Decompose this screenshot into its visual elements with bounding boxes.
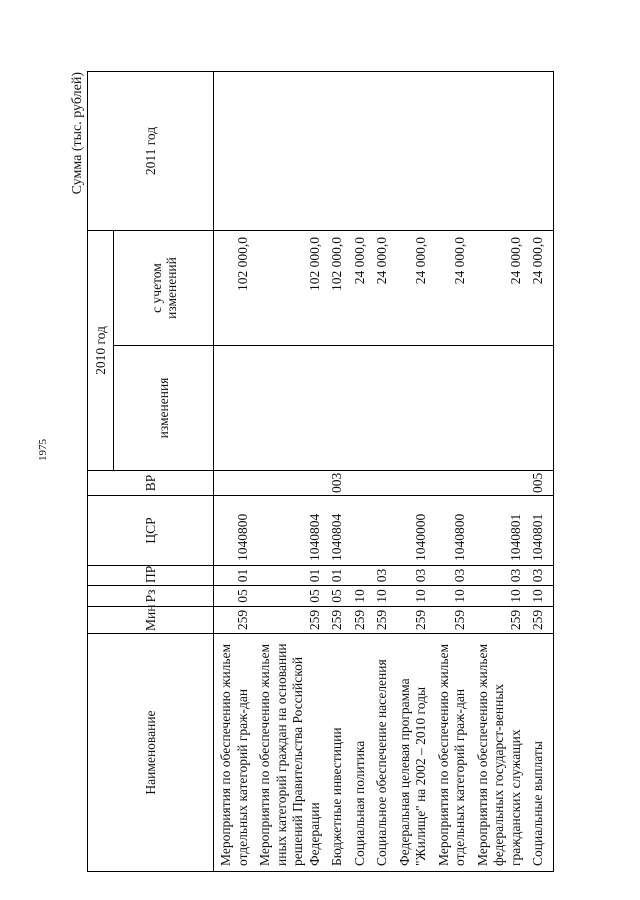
row-name: Мероприятия по обеспечению жильем федеральных государст-венных гражданских служащих	[475, 634, 531, 872]
table-header	[88, 72, 214, 872]
row-vr	[257, 471, 329, 496]
row-changes	[436, 346, 475, 471]
row-2011	[214, 72, 258, 231]
row-pr: 03	[374, 566, 397, 586]
row-rz: 10	[530, 586, 553, 607]
row-rz: 10	[352, 586, 375, 607]
header-pr: ПР	[88, 566, 214, 586]
row-with-changes: 102 000,0	[257, 231, 329, 346]
row-csr: 1040804	[329, 496, 352, 566]
row-with-changes: 24 000,0	[352, 231, 375, 346]
row-vr	[397, 471, 436, 496]
header-year-2010: 2010 год	[88, 231, 114, 471]
row-vr	[352, 471, 375, 496]
row-min: 259	[475, 607, 531, 634]
row-min: 259	[329, 607, 352, 634]
row-with-changes: 24 000,0	[475, 231, 531, 346]
row-2011	[436, 72, 475, 231]
row-rz: 10	[436, 586, 475, 607]
row-2011	[329, 72, 352, 231]
rotated-table-page	[70, 72, 560, 872]
row-name: Мероприятия по обеспечению жильем отдельных категорий граж-дан	[214, 634, 258, 872]
row-csr: 1040800	[214, 496, 258, 566]
row-rz: 10	[475, 586, 531, 607]
row-changes	[329, 346, 352, 471]
header-rz: Рз	[88, 586, 214, 607]
row-with-changes: 24 000,0	[397, 231, 436, 346]
budget-table	[87, 71, 554, 872]
row-name: Мероприятия по обеспечению жильем отдельных категорий граж-дан	[436, 634, 475, 872]
row-min: 259	[352, 607, 375, 634]
row-changes	[214, 346, 258, 471]
row-name: Бюджетные инвестиции	[329, 634, 352, 872]
row-vr	[436, 471, 475, 496]
row-2011	[475, 72, 531, 231]
page-number: 1975	[37, 439, 49, 461]
row-csr: 1040800	[436, 496, 475, 566]
table-row	[374, 72, 397, 872]
row-changes	[257, 346, 329, 471]
row-with-changes: 102 000,0	[214, 231, 258, 346]
row-changes	[530, 346, 553, 471]
row-min: 259	[214, 607, 258, 634]
row-pr: 01	[257, 566, 329, 586]
row-min: 259	[530, 607, 553, 634]
row-pr: 01	[214, 566, 258, 586]
table-row	[329, 72, 352, 872]
row-pr: 03	[475, 566, 531, 586]
row-changes	[475, 346, 531, 471]
row-changes	[397, 346, 436, 471]
row-with-changes: 102 000,0	[329, 231, 352, 346]
row-name: Социальные выплаты	[530, 634, 553, 872]
table-row	[475, 72, 531, 872]
row-rz: 10	[397, 586, 436, 607]
header-changes: изменения	[114, 346, 214, 471]
row-csr: 1040804	[257, 496, 329, 566]
row-csr: 1040801	[475, 496, 531, 566]
table-row	[352, 72, 375, 872]
row-changes	[374, 346, 397, 471]
row-pr: 03	[530, 566, 553, 586]
row-2011	[257, 72, 329, 231]
header-min: Мин	[88, 607, 214, 634]
row-pr: 01	[329, 566, 352, 586]
row-with-changes: 24 000,0	[530, 231, 553, 346]
row-pr	[352, 566, 375, 586]
row-csr	[374, 496, 397, 566]
row-with-changes: 24 000,0	[436, 231, 475, 346]
table-row	[257, 72, 329, 872]
row-name: Социальная политика	[352, 634, 375, 872]
row-name: Социальное обеспечение населения	[374, 634, 397, 872]
table-row	[397, 72, 436, 872]
row-min: 259	[374, 607, 397, 634]
row-rz: 05	[257, 586, 329, 607]
row-vr	[214, 471, 258, 496]
row-min: 259	[257, 607, 329, 634]
row-pr: 03	[436, 566, 475, 586]
row-vr	[475, 471, 531, 496]
row-name: Мероприятия по обеспечению жильем иных категорий граждан на основании решений Правительства Российской Федерации	[257, 634, 329, 872]
units-label: Сумма (тыс. рублей)	[70, 72, 85, 195]
row-csr	[352, 496, 375, 566]
row-vr	[374, 471, 397, 496]
header-name: Наименование	[88, 634, 214, 872]
table-body	[214, 72, 554, 872]
header-with-changes: с учетом изменений	[114, 231, 214, 346]
row-vr: 003	[329, 471, 352, 496]
row-rz: 05	[329, 586, 352, 607]
row-with-changes: 24 000,0	[374, 231, 397, 346]
row-rz: 05	[214, 586, 258, 607]
row-min: 259	[397, 607, 436, 634]
header-vr: ВР	[88, 471, 214, 496]
row-2011	[374, 72, 397, 231]
table-row	[530, 72, 553, 872]
row-2011	[352, 72, 375, 231]
row-2011	[397, 72, 436, 231]
table-row	[214, 72, 258, 872]
header-year-2011: 2011 год	[88, 72, 214, 231]
row-min: 259	[436, 607, 475, 634]
row-2011	[530, 72, 553, 231]
header-csr: ЦСР	[88, 496, 214, 566]
row-csr: 1040000	[397, 496, 436, 566]
table-row	[436, 72, 475, 872]
row-changes	[352, 346, 375, 471]
row-name: Федеральная целевая программа "Жилище" на 2002 – 2010 годы	[397, 634, 436, 872]
row-csr: 1040801	[530, 496, 553, 566]
row-pr: 03	[397, 566, 436, 586]
row-vr: 005	[530, 471, 553, 496]
row-rz: 10	[374, 586, 397, 607]
